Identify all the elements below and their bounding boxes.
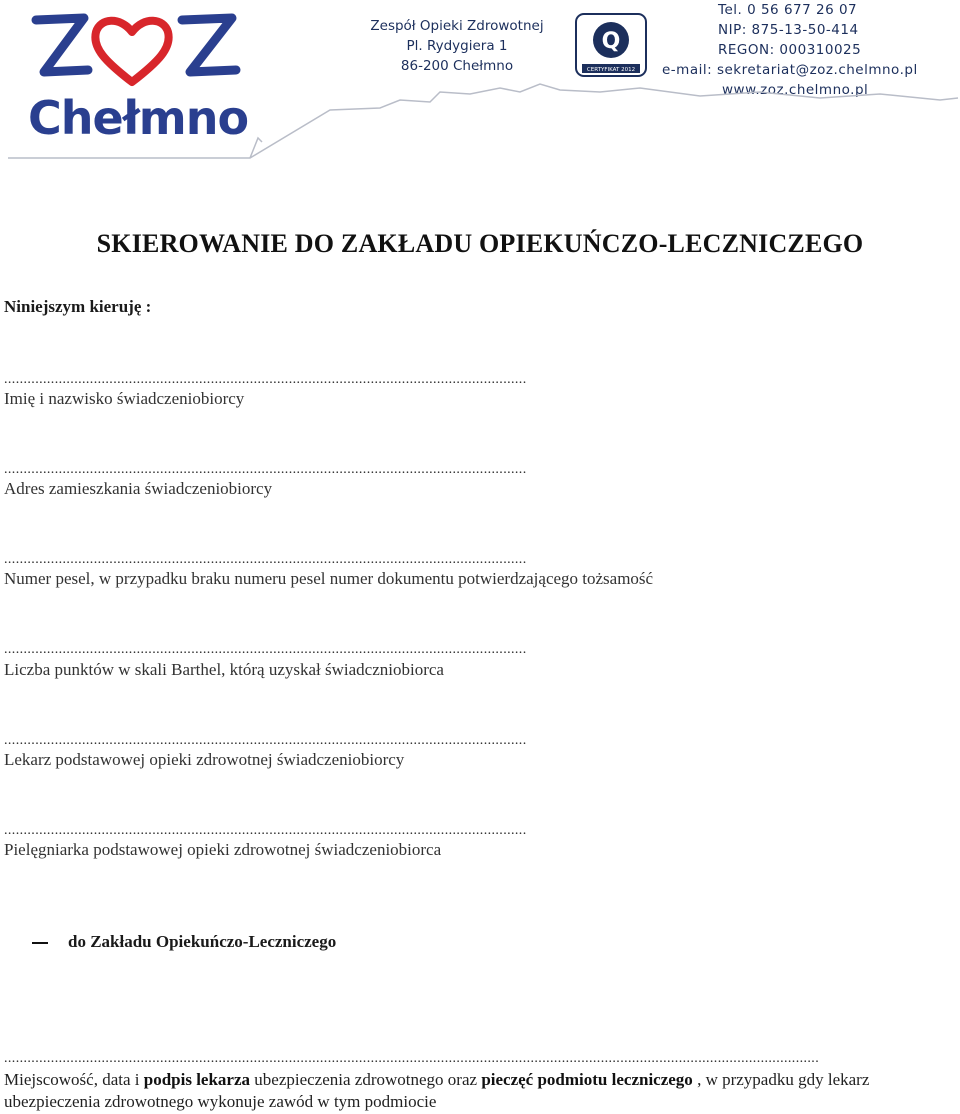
fill-line[interactable]: ...................................................................................................................................... (4, 643, 527, 657)
caption-part: , w przypadku gdy lekarz ubezpieczenia zdrowotnego wykonuje zawód w tym podmiocie (4, 1070, 870, 1111)
address-line: Zespół Opieki Zdrowotnej (370, 18, 544, 34)
quality-certificate-badge (574, 12, 648, 78)
svg-text:Q: Q (601, 29, 621, 54)
field-label-address: Adres zamieszkania świadczeniobiorcy (4, 479, 273, 498)
fill-line[interactable]: ...................................................................................................................................... (4, 734, 527, 748)
fill-line[interactable]: ...................................................................................................................................... (4, 824, 527, 838)
email-line: e-mail: sekretariat@zoz.chelmno.pl (662, 62, 918, 78)
address-line: Pl. Rydygiera 1 (406, 38, 508, 54)
field-label-nurse: Pielęgniarka podstawowej opieki zdrowotnej świadczeniobiorca (4, 840, 442, 859)
town-skyline-decoration (0, 78, 960, 164)
fill-line[interactable]: ...................................................................................................................................... (4, 553, 527, 567)
intro-text: Niniejszym kieruję : (4, 297, 152, 316)
destination-text: do Zakładu Opiekuńczo-Leczniczego (68, 932, 337, 951)
regon-line: REGON: 000310025 (718, 42, 862, 58)
field-label-doctor: Lekarz podstawowej opieki zdrowotnej świadczeniobiorcy (4, 750, 405, 769)
nip-line: NIP: 875-13-50-414 (718, 22, 859, 38)
phone-line: Tel. 0 56 677 26 07 (718, 2, 858, 18)
field-label-pesel: Numer pesel, w przypadku braku numeru pesel numer dokumentu potwierdzającego tożsamość (4, 569, 654, 588)
caption-part: ubezpieczenia zdrowotnego oraz (250, 1070, 482, 1089)
list-dash (32, 942, 48, 944)
institution-address (352, 16, 562, 76)
document-title: SKIEROWANIE DO ZAKŁADU OPIEKUŃCZO-LECZNICZEGO (96, 229, 864, 258)
caption-bold-signature: podpis lekarza (143, 1070, 251, 1089)
field-label-name: Imię i nazwisko świadczeniobiorcy (4, 389, 245, 408)
fill-line[interactable]: ...................................................................................................................................... (4, 373, 527, 387)
svg-text:CERTYFIKAT 2012: CERTYFIKAT 2012 (586, 67, 636, 73)
signature-caption (4, 1069, 960, 1113)
logo-wordmark: Chełmno (28, 91, 249, 145)
caption-part: Miejscowość, data i (4, 1070, 144, 1089)
address-line: 86-200 Chełmno (400, 58, 514, 74)
fill-line[interactable]: ...................................................................................................................................... (4, 463, 527, 477)
website-line: www.zoz.chelmno.pl (722, 82, 869, 98)
field-label-barthel: Liczba punktów w skali Barthel, którą uzyskał świadczniobiorca (4, 660, 444, 679)
caption-bold-stamp: pieczęć podmiotu leczniczego (481, 1070, 693, 1089)
signature-line[interactable]: ................................................................................................................................................................................................................. (4, 1052, 820, 1066)
